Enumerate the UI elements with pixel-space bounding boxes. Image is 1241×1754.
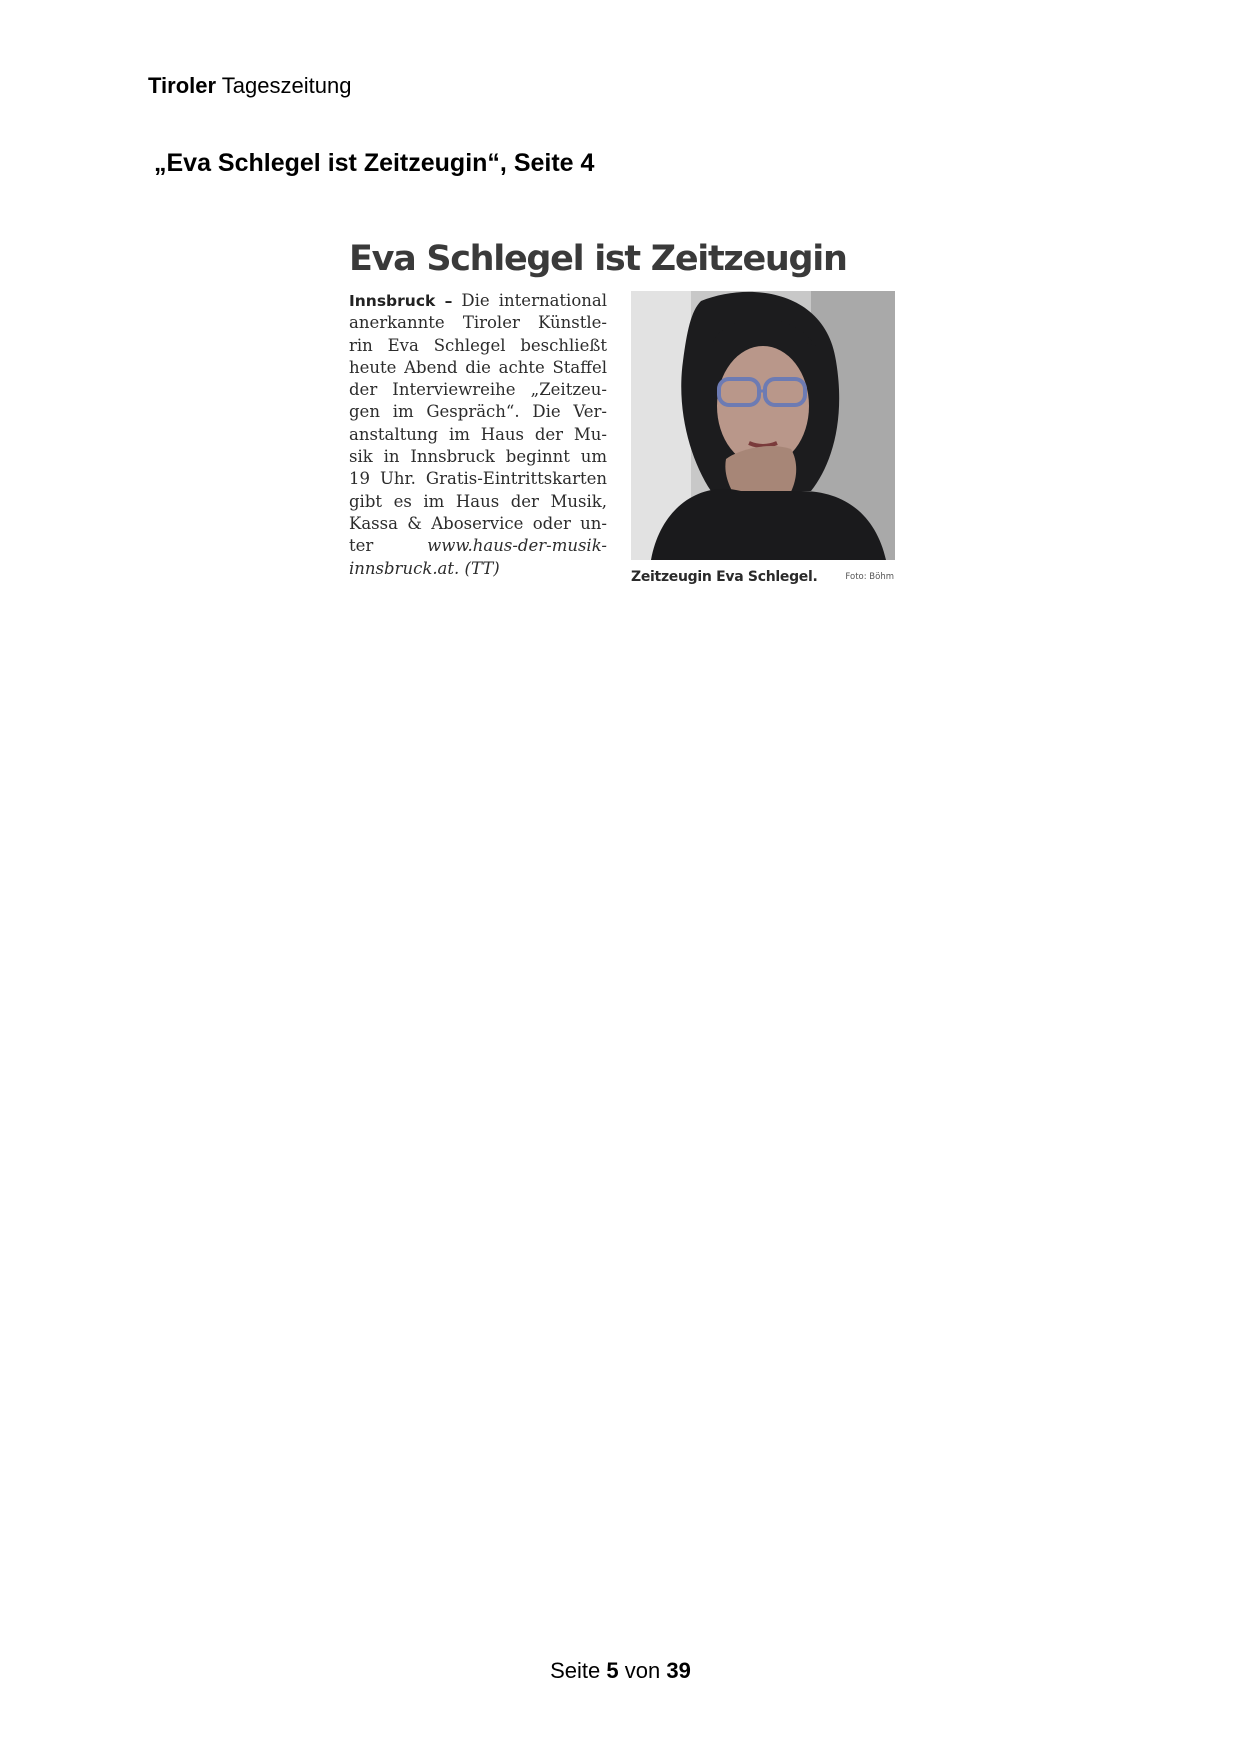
body-line-10: gibt es im Haus der Musik,: [349, 491, 607, 511]
clipping-headline: Eva Schlegel ist Zeitzeugin: [349, 239, 847, 279]
body-line-12: [349, 535, 607, 557]
body-line-1: [349, 290, 607, 312]
current-page-number: 5: [606, 1658, 619, 1683]
footer-prefix: Seite: [550, 1658, 601, 1683]
footer-middle: von: [624, 1658, 661, 1683]
publication-name: [148, 73, 351, 99]
url-part-1: www.haus-der-musik-: [427, 536, 607, 556]
clipping-body: [349, 290, 609, 580]
body-line-8: sik in Innsbruck beginnt um: [349, 447, 607, 467]
total-page-count: 39: [666, 1658, 691, 1683]
url-prefix: ter: [349, 536, 374, 556]
photo-credit: Foto: Böhm: [845, 572, 894, 582]
newspaper-clipping: [346, 235, 898, 593]
portrait-photo-icon: [631, 291, 895, 560]
body-line-9: 19 Uhr. Gratis-Eintrittskarten: [349, 469, 607, 489]
body-line-3: rin Eva Schlegel beschließt: [349, 335, 607, 355]
body-line-5: der Interviewreihe „Zeitzeu-: [349, 380, 607, 400]
clipping-dateline: Innsbruck –: [349, 292, 453, 310]
publication-name-bold: Tiroler: [148, 73, 217, 98]
body-line-7: anstaltung im Haus der Mu-: [349, 424, 607, 444]
page-number-footer: [0, 1658, 1241, 1684]
body-text: Die international: [461, 291, 608, 310]
body-line-11: Kassa & Aboservice oder un-: [349, 513, 607, 533]
portrait-illustration: [631, 291, 895, 560]
body-line-6: gen im Gespräch“. Die Ver-: [349, 402, 607, 422]
url-part-2: innsbruck.at. (TT): [349, 558, 500, 578]
publication-name-regular: Tageszeitung: [221, 73, 352, 98]
photo-caption: Zeitzeugin Eva Schlegel.: [631, 569, 818, 585]
document-title: „Eva Schlegel ist Zeitzeugin“, Seite 4: [154, 149, 595, 177]
body-line-2: anerkannte Tiroler Künstle-: [349, 313, 607, 333]
body-line-4: heute Abend die achte Staffel: [349, 357, 607, 377]
